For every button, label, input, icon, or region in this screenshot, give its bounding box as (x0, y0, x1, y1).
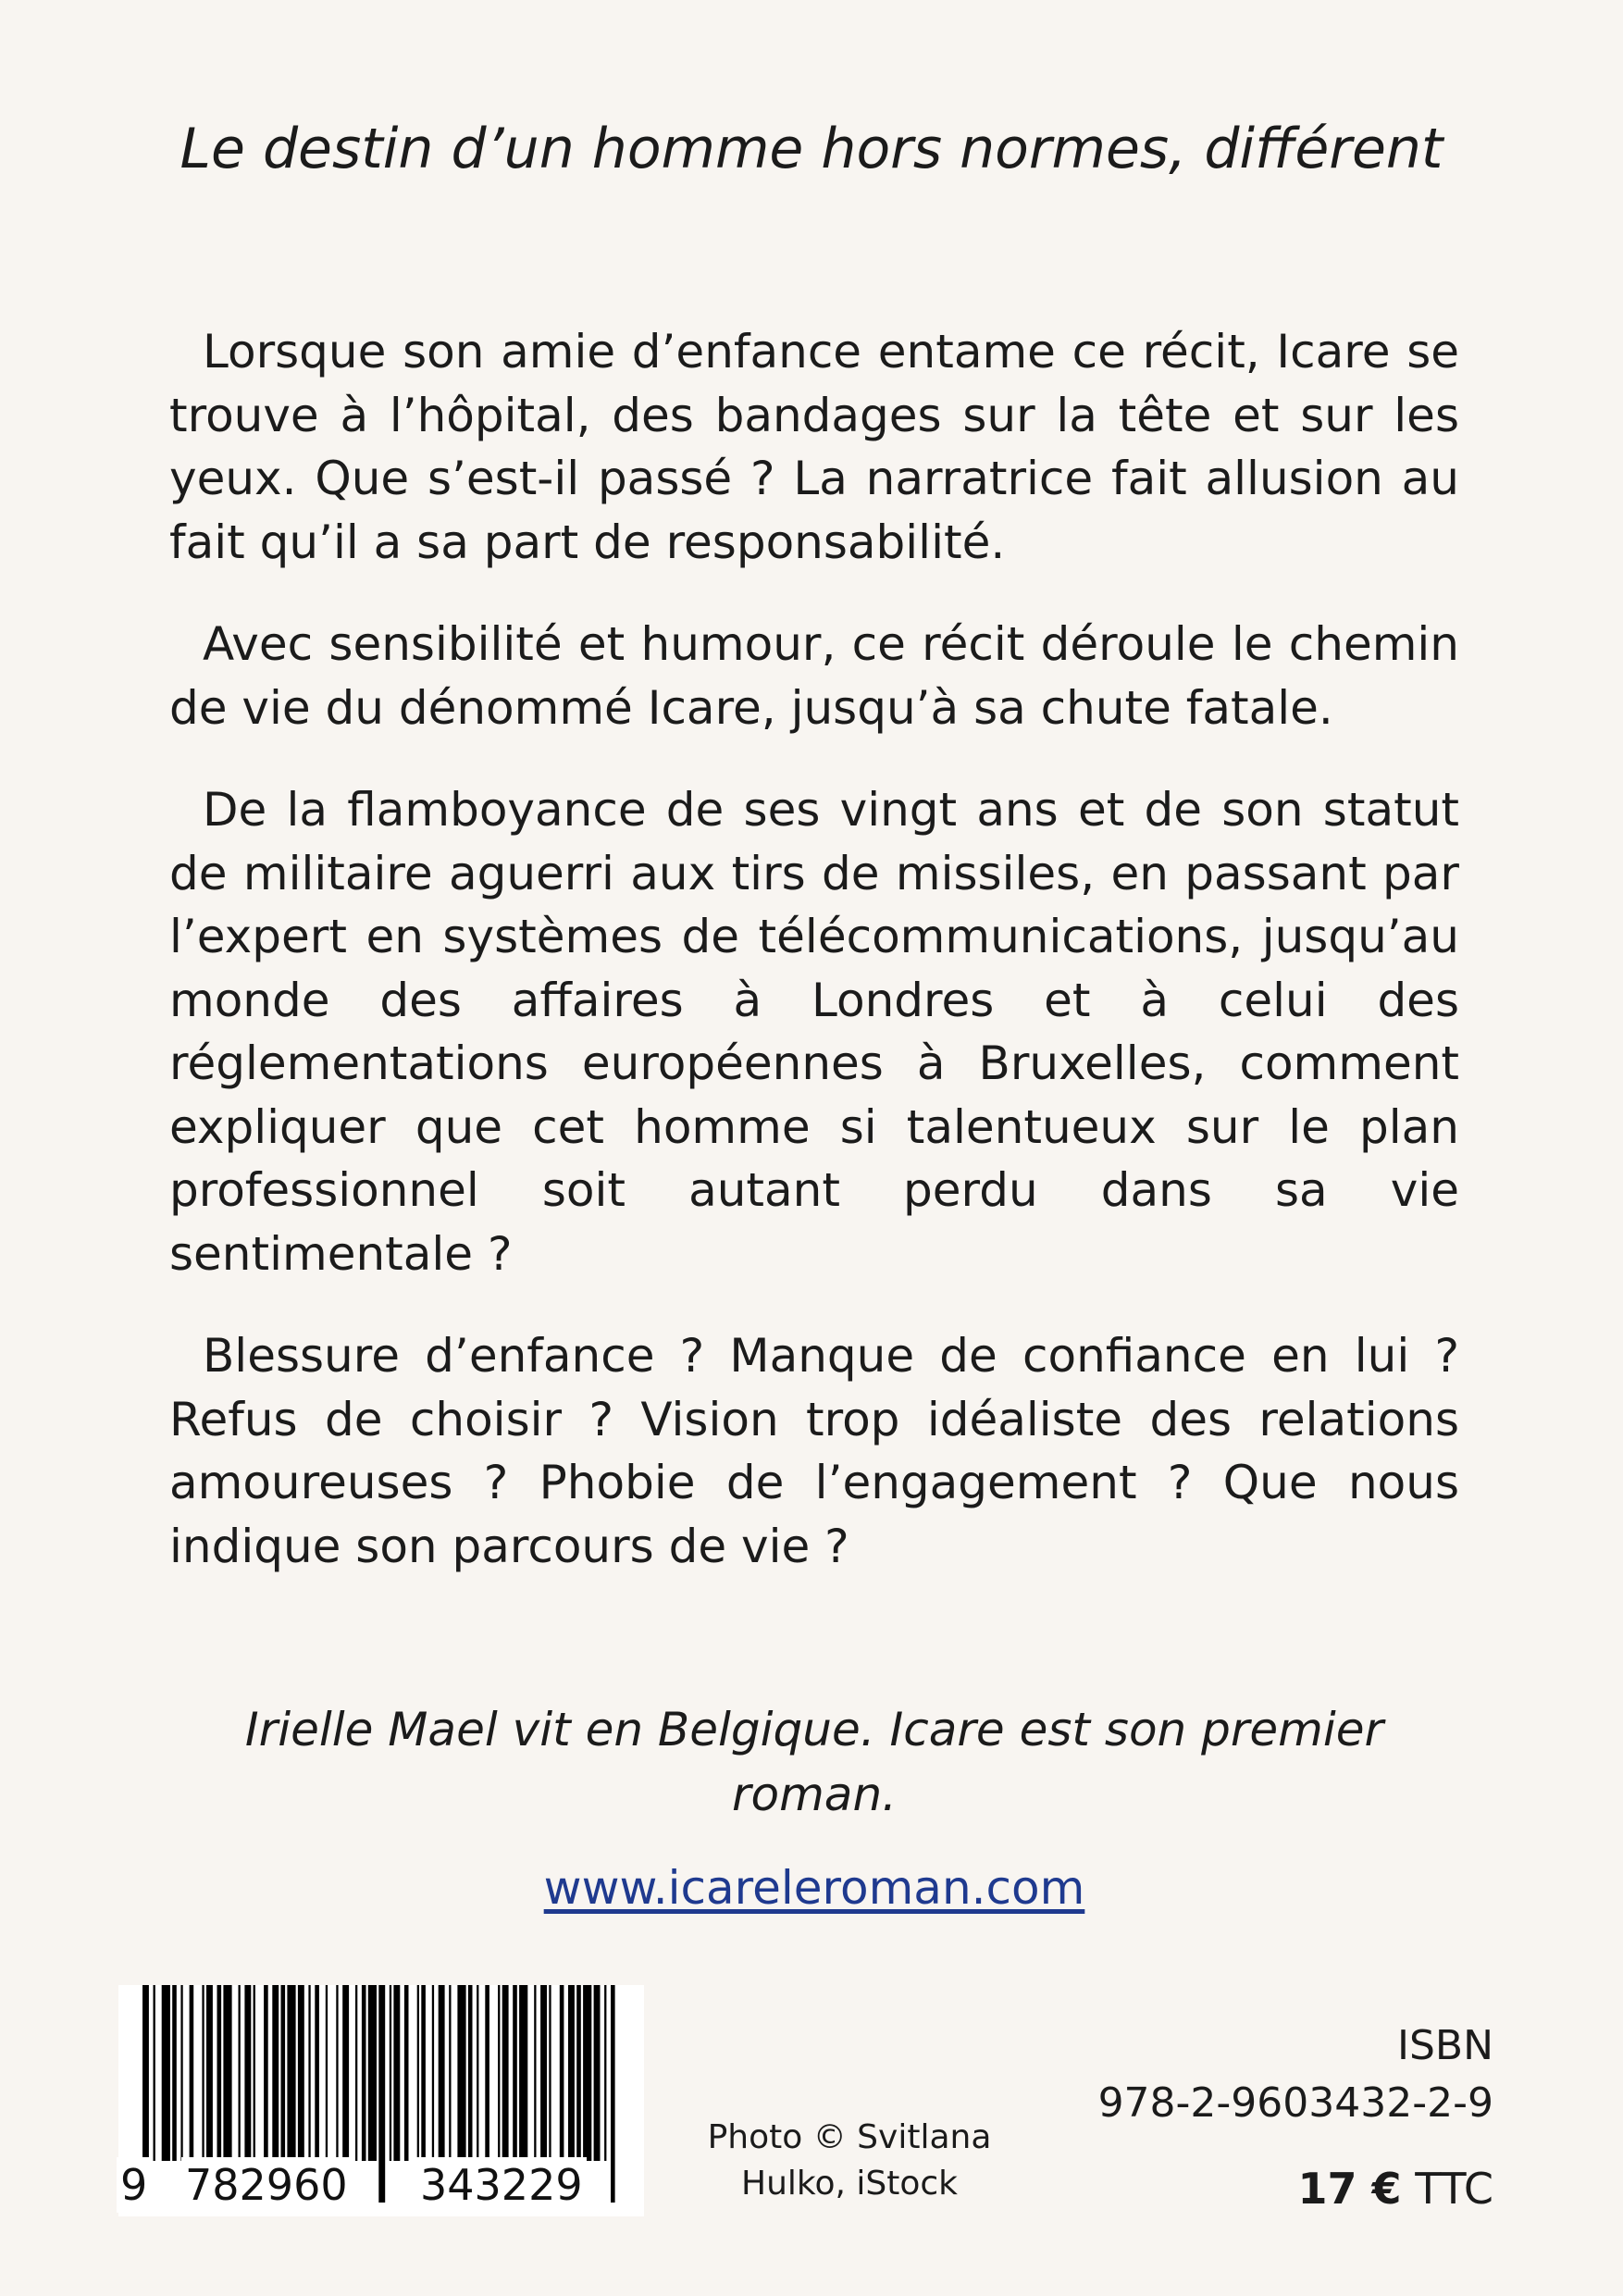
barcode-bar (287, 1985, 295, 2161)
barcode-bar (513, 1985, 517, 2161)
blurb-paragraph-2: Avec sensibilité et humour, ce récit déroule le chemin de vie du dénommé Icare, jusqu’à sa chute fatale. (169, 617, 1459, 735)
isbn-label: ISBN (1396, 2022, 1493, 2069)
barcode-bar (308, 1985, 310, 2161)
barcode-bar (272, 1985, 279, 2161)
barcode-bar (368, 1985, 377, 2161)
barcode-digit-first: 9 (117, 2157, 151, 2213)
barcode-bar (315, 1985, 319, 2161)
barcode-bar (404, 1985, 409, 2161)
barcode-bar (583, 1985, 591, 2161)
isbn-block (1098, 2017, 1493, 2217)
photo-credit (692, 2115, 1007, 2207)
price-suffix: TTC (1415, 2164, 1493, 2214)
price-amount: 17 € (1297, 2164, 1402, 2214)
blurb-paragraph-4: Blessure d’enfance ? Manque de confiance en lui ? Refus de choisir ? Vision trop idéaliste des relations amoureuses ? Phobie de l’engagement ? Que nous indique son parcours de vie ? (169, 1329, 1459, 1573)
blurb-paragraph-1: Lorsque son amie d’enfance entame ce récit, Icare se trouve à l’hôpital, des bandages sur la tête et sur les yeux. Que s’est-il passé ? La narratrice fait allusion au fait qu’il a sa part de responsabilité. (169, 325, 1459, 569)
barcode-bar (190, 1985, 194, 2161)
barcode-bar (432, 1985, 434, 2161)
barcode-digits-left: 782960 (181, 2157, 352, 2213)
barcode-bar (172, 1985, 177, 2161)
barcode-bar (568, 1985, 575, 2161)
barcode-bar (468, 1985, 473, 2161)
barcode-bar (576, 1985, 581, 2161)
barcode-bar (336, 1985, 338, 2161)
barcode-bar (202, 1985, 204, 2161)
barcode-bar (281, 1985, 286, 2161)
barcode-bar (519, 1985, 527, 2161)
barcode-bar (485, 1985, 489, 2161)
barcode-bar (534, 1985, 536, 2161)
barcode-bar (264, 1985, 268, 2161)
barcode-bar (449, 1985, 451, 2161)
barcode-bar (223, 1985, 231, 2161)
barcode-bar (604, 1985, 606, 2161)
blurb-paragraph-3: De la flamboyance de ses vingt ans et de son statut de militaire aguerri aux tirs de missiles, en passant par l’expert en systèmes de télécommunications, jusqu’au monde des affaires à Londres et à celui des réglementations européennes à Bruxelles, comment expliquer que cet homme si talentueux sur le plan professionnel soit autant perdu dans sa vie sentimentale ? (169, 783, 1459, 1281)
barcode-bar (217, 1985, 222, 2161)
barcode-bar (154, 1985, 155, 2161)
barcode-digits-right: 343229 (416, 2157, 587, 2213)
barcode-bar (239, 1985, 241, 2161)
barcode-bar (540, 1985, 547, 2161)
barcode-bar (498, 1985, 500, 2161)
barcode-bar (244, 1985, 251, 2161)
barcode (118, 1985, 644, 2216)
photo-credit-line-2: Hulko, iStock (741, 2165, 958, 2203)
blurb (169, 320, 1459, 1617)
barcode-bar (206, 1985, 213, 2161)
barcode-bar (594, 1985, 601, 2161)
website-link[interactable]: www.icareleroman.com (543, 1861, 1085, 1915)
barcode-bar (254, 1985, 255, 2161)
author-note: Irielle Mael vit en Belgique. Icare est son premier roman. (244, 1703, 1384, 1821)
barcode-bar (342, 1985, 349, 2161)
barcode-bar (457, 1985, 465, 2161)
barcode-bar (477, 1985, 478, 2161)
barcode-bar (549, 1985, 551, 2161)
photo-credit-line-1: Photo © Svitlana (707, 2118, 992, 2156)
barcode-bar (355, 1985, 357, 2161)
barcode-digits (118, 2157, 644, 2213)
barcode-bar (417, 1985, 419, 2161)
barcode-bar (180, 1985, 182, 2161)
barcode-bar (390, 1985, 391, 2161)
barcode-bar (298, 1985, 304, 2161)
barcode-bar (421, 1985, 426, 2161)
barcode-bar (393, 1985, 400, 2161)
tagline: Le destin d’un homme hors normes, différent (180, 117, 1443, 181)
isbn-number: 978-2-9603432-2-9 (1097, 2079, 1493, 2127)
barcode-bar (439, 1985, 445, 2161)
barcode-bar (162, 1985, 170, 2161)
price (1098, 2160, 1493, 2217)
barcode-bar (326, 1985, 328, 2161)
barcode-bar (362, 1985, 366, 2161)
barcode-bar (560, 1985, 564, 2161)
barcode-bar (502, 1985, 509, 2161)
